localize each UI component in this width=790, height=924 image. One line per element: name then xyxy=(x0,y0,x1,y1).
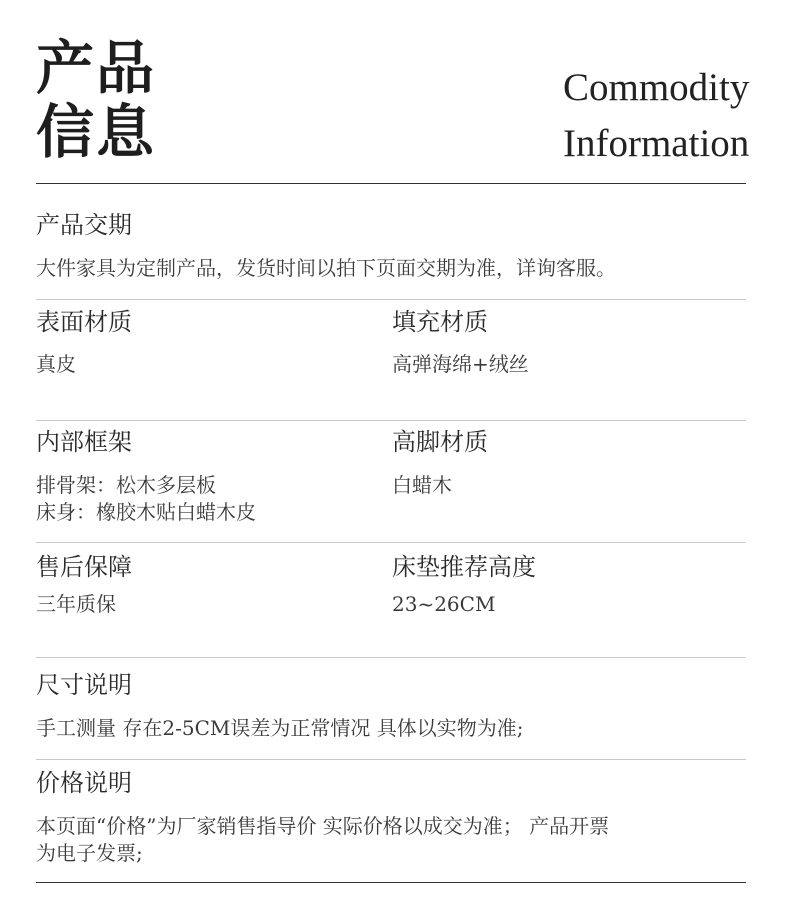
page-title-english xyxy=(563,60,749,172)
frame-line1: 排骨架：松木多层板 xyxy=(36,473,216,497)
delivery-text: 大件家具为定制产品，发货时间以拍下页面交期为准，详询客服。 xyxy=(36,256,616,280)
filling-heading: 填充材质 xyxy=(392,308,488,336)
surface-heading: 表面材质 xyxy=(36,308,132,336)
title-zh-line1: 产品 xyxy=(36,34,157,102)
footer-divider xyxy=(36,882,746,883)
mattress-value: 23~26CM xyxy=(392,592,496,616)
header-divider xyxy=(36,183,746,184)
legs-heading: 高脚材质 xyxy=(392,428,488,456)
section-divider xyxy=(36,759,746,760)
price-note-heading: 价格说明 xyxy=(36,769,132,797)
frame-line2: 床身：橡胶木贴白蜡木皮 xyxy=(36,500,256,524)
title-en-line2: Information xyxy=(563,122,750,165)
legs-value: 白蜡木 xyxy=(392,473,452,497)
filling-value: 高弹海绵+绒丝 xyxy=(392,352,529,376)
title-en-line1: Commodity xyxy=(563,66,750,109)
page-title-chinese xyxy=(36,36,156,164)
surface-value: 真皮 xyxy=(36,352,76,376)
price-note-line2: 为电子发票; xyxy=(36,841,143,865)
section-divider xyxy=(36,657,746,658)
size-note-heading: 尺寸说明 xyxy=(36,671,132,699)
mattress-heading: 床垫推荐高度 xyxy=(392,553,536,581)
size-note-text: 手工测量 存在2-5CM误差为正常情况 具体以实物为准; xyxy=(36,716,524,740)
section-divider xyxy=(36,542,746,543)
title-zh-line2: 信息 xyxy=(36,98,157,166)
warranty-value: 三年质保 xyxy=(36,592,116,616)
price-note-line1: 本页面“价格”为厂家销售指导价 实际价格以成交为准； 产品开票 xyxy=(36,814,610,838)
frame-heading: 内部框架 xyxy=(36,428,132,456)
section-divider xyxy=(36,299,746,300)
delivery-heading: 产品交期 xyxy=(36,211,132,239)
warranty-heading: 售后保障 xyxy=(36,553,132,581)
section-divider xyxy=(36,420,746,421)
